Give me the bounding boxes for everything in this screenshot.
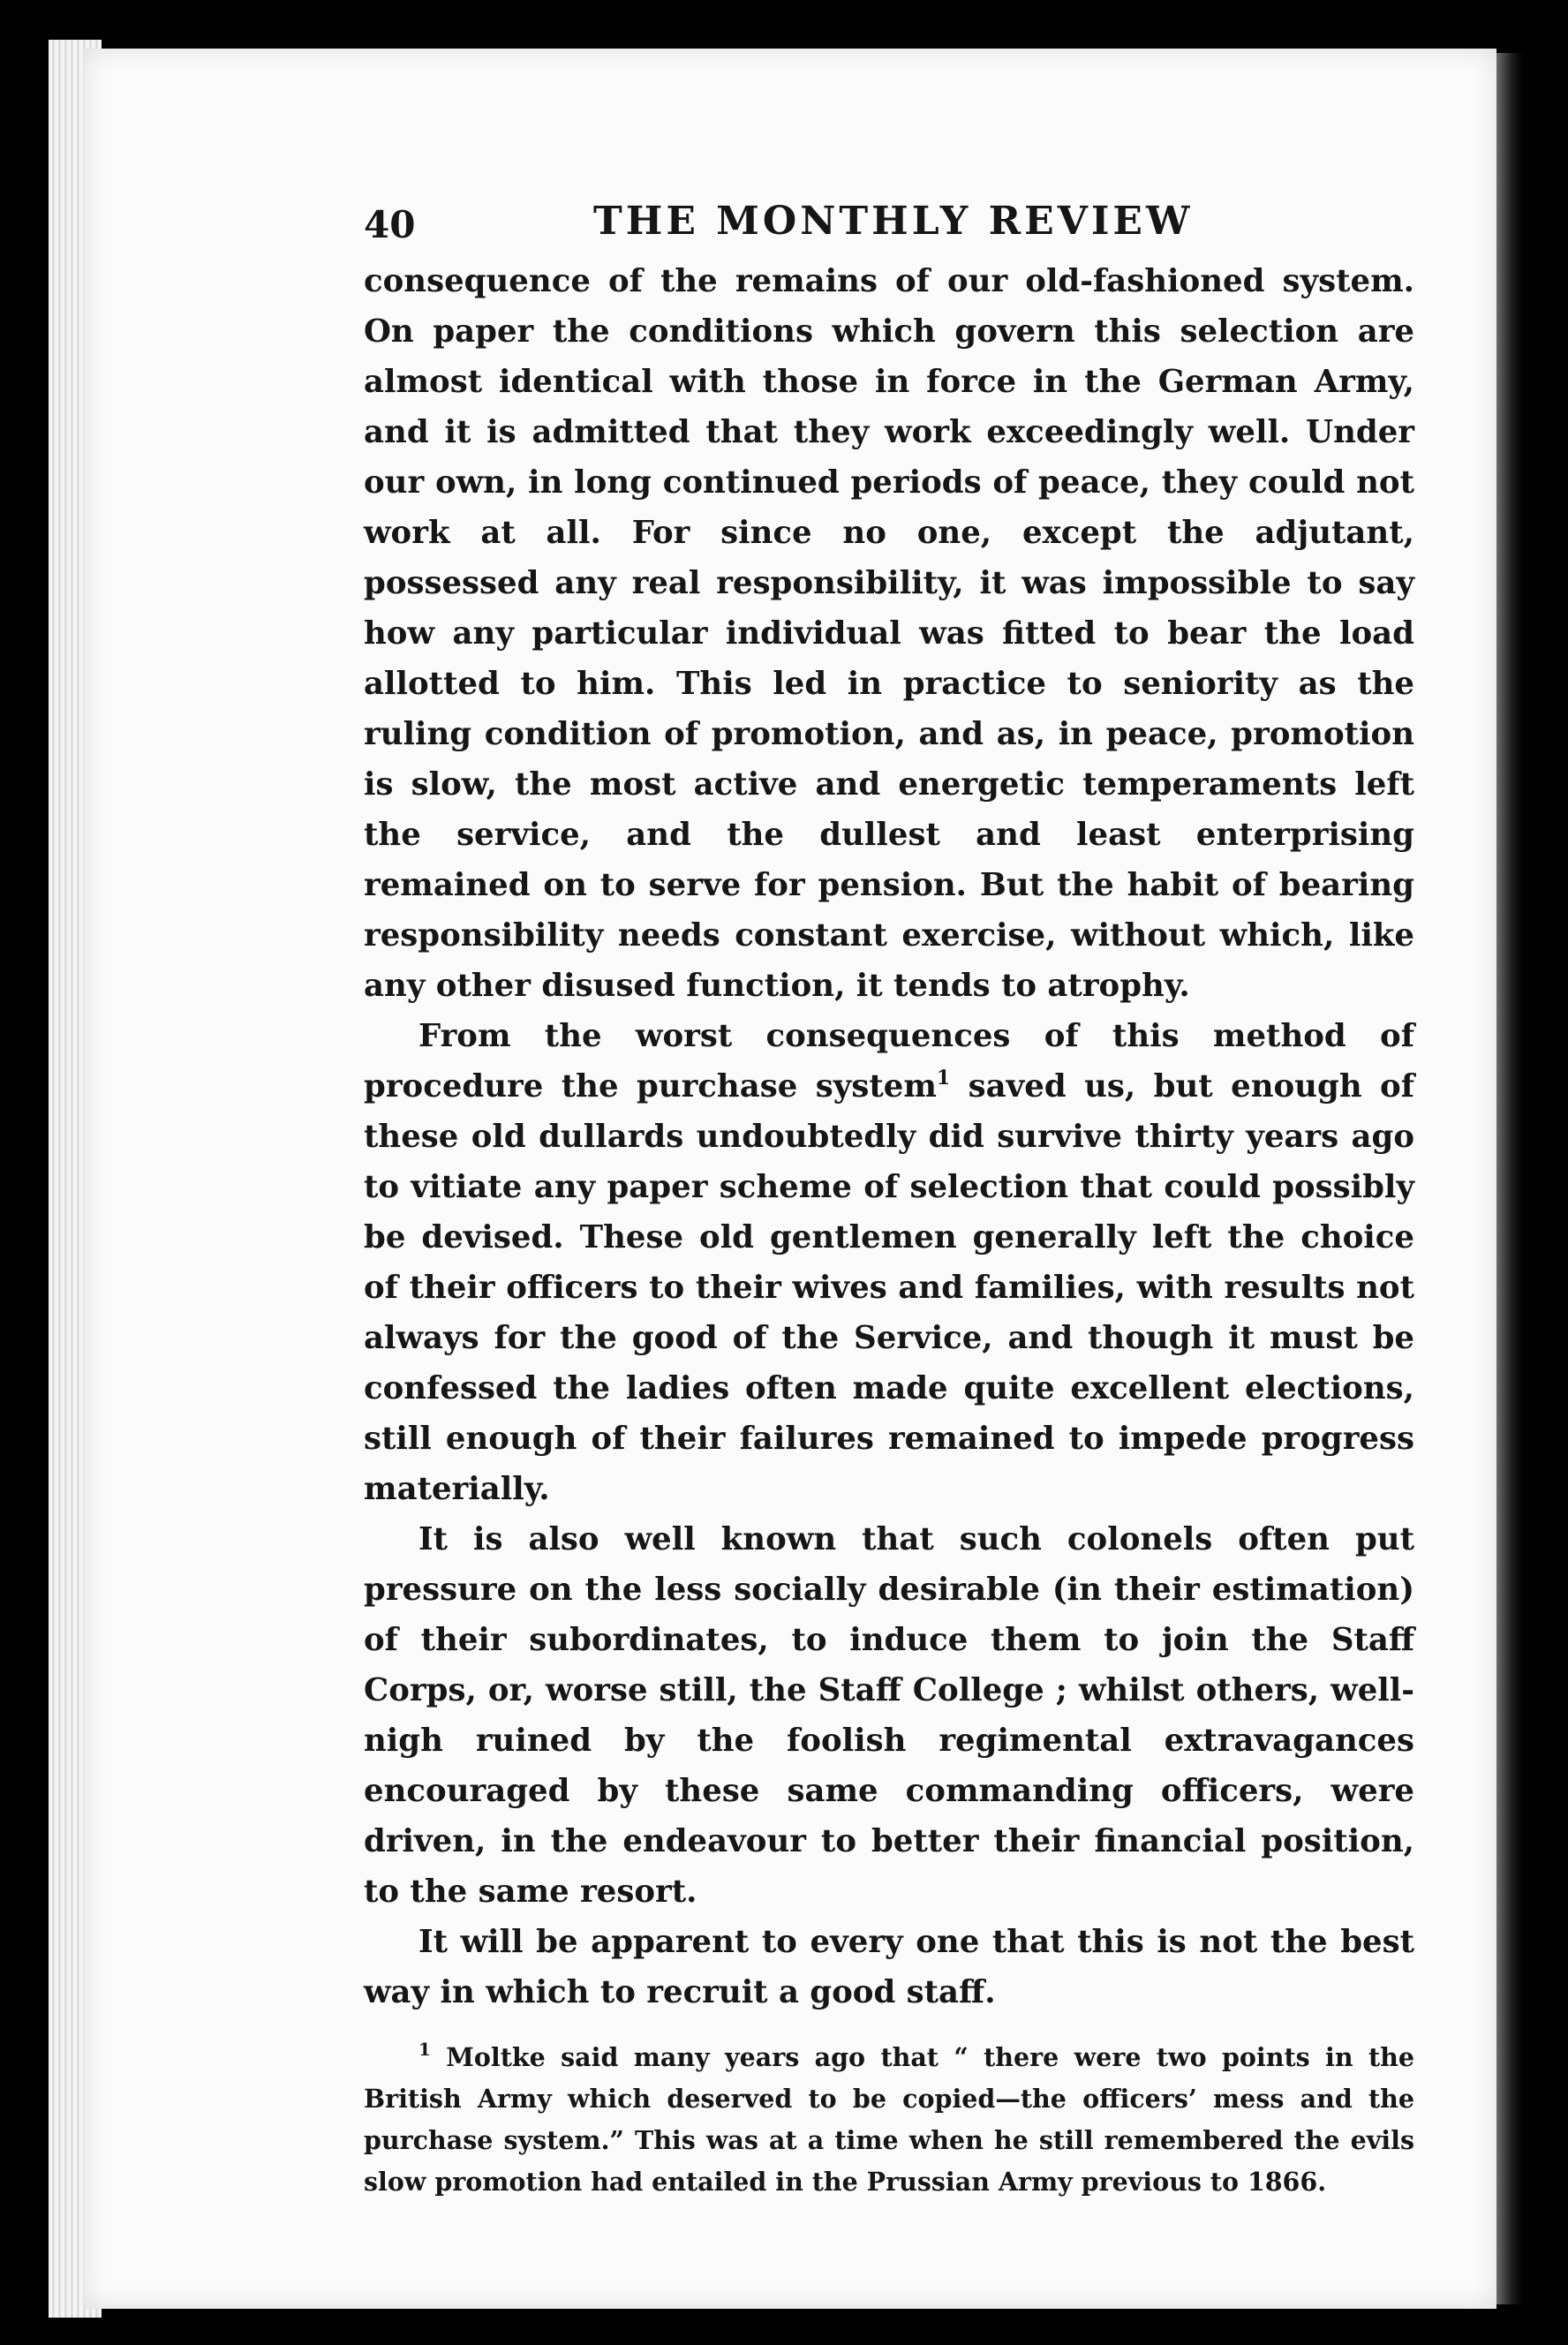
paragraph-2 [364,1011,1414,1514]
binding-shadow [1496,53,1523,2304]
text-block [364,185,1414,2228]
paragraph-4: It will be apparent to every one that this is not the best way in which to recruit a good staff. [364,1924,1414,2010]
page-number: 40 [364,203,416,246]
paragraph-2-end: saved us, but enough of these old dullards undoubtedly did survive thirty years ago to vitiate any paper scheme of selection that could possibly be devised. These old gentlemen generally left the choice of their officers to their wives and families, with results not always for the good of the Service, and though it must be confessed the ladies often made quite excellent elections, still enough of their failures remained to impede progress materially. [364,1068,1414,1507]
footnote [364,2037,1414,2203]
paragraph-3: It is also well known that such colonels often put pressure on the less socially desirable (in their estimation) of their subordinates, to induce them to join the Staff Corps, or, worse still, the Staff College ; whilst others, well-nigh ruined by the foolish regimental extravagances encouraged by these same commanding officers, were driven, in the endeavour to better their financial position, to the same resort. [364,1521,1414,1910]
paragraph-1: consequence of the remains of our old-fashioned system. On paper the conditions which govern this selection are almost identical with those in force in the German Army, and it is admitted that they work exceedingly well. Under our own, in long continued periods of peace, they could not work at all. For since no one, except the adjutant, possessed any real responsibility, it was impossible to say how any particular individual was fitted to bear the load allotted to him. This led in practice to seniority as the ruling condition of promotion, and as, in peace, promotion is slow, the most active and energetic temperaments left the service, and the dullest and least enterprising remained on to serve for pension. But the habit of bearing responsibility needs constant exercise, without which, like any other disused function, it tends to atrophy. [364,263,1414,1004]
paragraph-2-start: From the worst consequences of this method of procedure the purchase system [364,1018,1414,1105]
running-head [364,185,1414,256]
footnote-reference[interactable]: 1 [936,1067,951,1090]
journal-title: THE MONTHLY REVIEW [593,199,1194,244]
footnote-marker: 1 [418,2039,431,2060]
footnote-text: Moltke said many years ago that “ there were two points in the British Army which deserved to be copied—the officers’ mess and the purchase system.” This was at a time when he still remembered the evils slow promotion had entailed in the Prussian Army previous to 1866. [364,2042,1414,2197]
